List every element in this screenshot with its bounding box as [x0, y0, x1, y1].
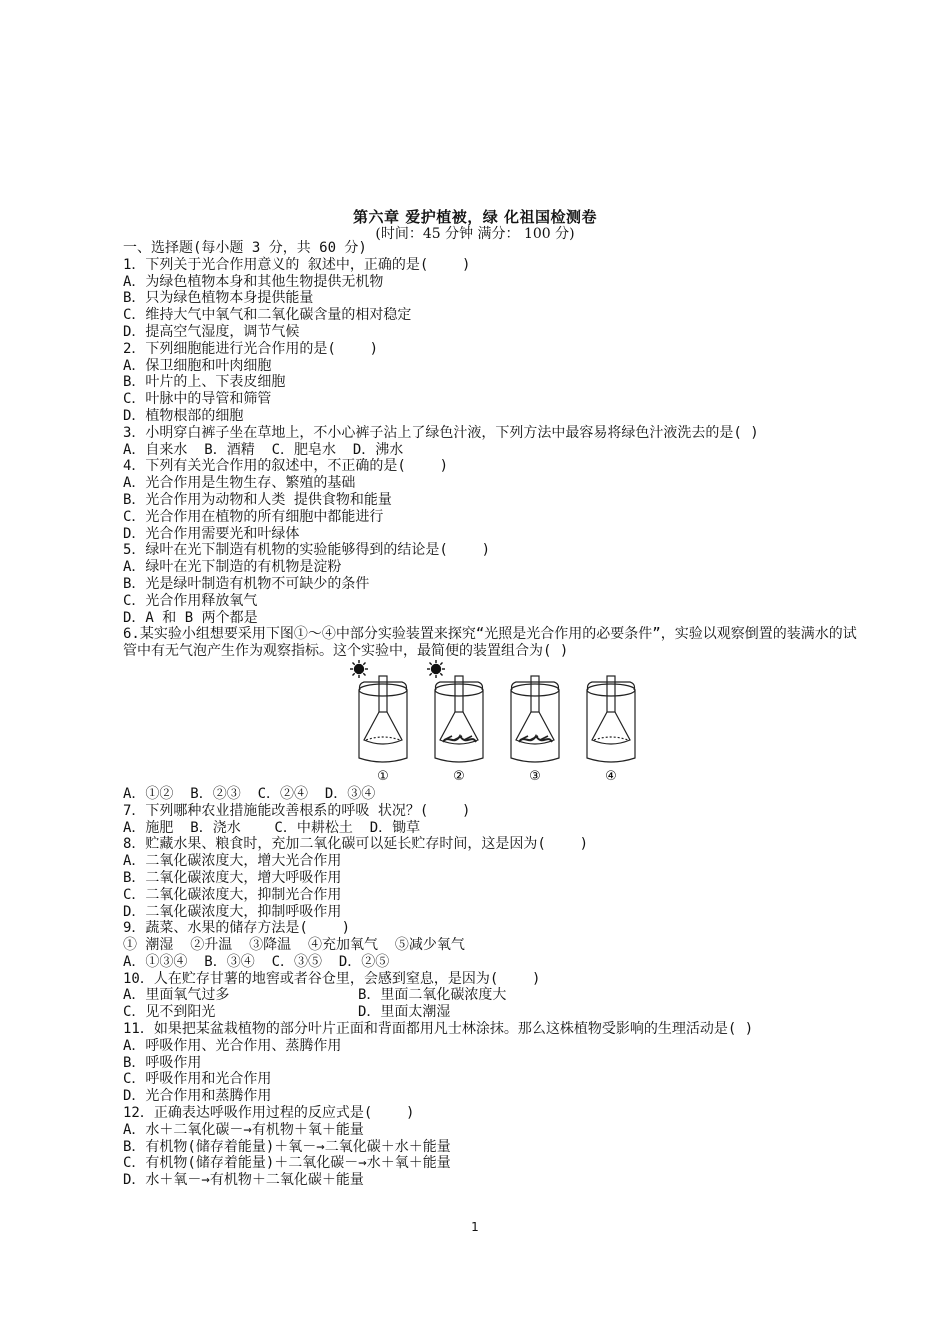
option: B．只为绿色植物本身提供能量: [123, 290, 314, 307]
option: C．见不到阳光: [123, 1004, 216, 1021]
option: C．光合作用在植物的所有细胞中都能进行: [123, 508, 384, 525]
option: D．光合作用需要光和叶绿体: [123, 525, 300, 542]
option: D．光合作用和蒸腾作用: [123, 1088, 272, 1105]
question-stem: 4．下列有关光合作用的叙述中，不正确的是( ): [123, 458, 448, 475]
option: B．有机物(储存着能量)＋氧－→二氧化碳＋水＋能量: [123, 1138, 451, 1155]
option: A．呼吸作用、光合作用、蒸腾作用: [123, 1037, 342, 1054]
beaker-setup-4: [587, 676, 635, 762]
option-row: [123, 1004, 863, 1021]
option-row: [123, 987, 863, 1004]
beaker-setup-3: [511, 676, 559, 762]
question-stem: 9．蔬菜、水果的储存方法是( ): [123, 920, 351, 937]
question-stem: 10．人在贮存甘薯的地窖或者谷仓里，会感到窒息，是因为( ): [123, 970, 541, 987]
option: B．二氧化碳浓度大，增大呼吸作用: [123, 869, 342, 886]
option: A．①② B．②③ C．②④ D．③④: [123, 785, 376, 802]
question-stem: 8．贮藏水果、粮食时，充加二氧化碳可以延长贮存时间，这是因为( ): [123, 836, 588, 853]
option: B．呼吸作用: [123, 1054, 202, 1071]
beaker-setup-1: [359, 676, 407, 762]
option: A．自来水 B．酒精 C．肥皂水 D．沸水: [123, 441, 404, 458]
option: D．提高空气湿度，调节气候: [123, 323, 300, 340]
item-list: ① 潮湿 ②升温 ③降温 ④充加氧气 ⑤减少氧气: [123, 937, 465, 954]
option: C．二氧化碳浓度大，抑制光合作用: [123, 886, 342, 903]
question-stem: 7．下列哪种农业措施能改善根系的呼吸 状况？( ): [123, 802, 471, 819]
question-stem: 6.某实验小组想要采用下图①～④中部分实验装置来探究“光照是光合作用的必要条件”，实验以观察倒置的装满水的试管中有无气泡产生作为观察指标。这个实验中，最简便的装置组合为( ): [123, 626, 857, 660]
option: B．叶片的上、下表皮细胞: [123, 374, 286, 391]
question-list: [123, 240, 863, 1189]
question-stem: 2．下列细胞能进行光合作用的是( ): [123, 340, 379, 357]
experiment-figure: [348, 660, 638, 786]
figure-label: ④: [605, 768, 617, 784]
option: A．施肥 B．浇水 C．中耕松土 D．锄草: [123, 819, 421, 836]
question-stem: 12．正确表达呼吸作用过程的反应式是( ): [123, 1105, 415, 1122]
option: A．光合作用是生物生存、繁殖的基础: [123, 475, 356, 492]
option: A．二氧化碳浓度大，增大光合作用: [123, 853, 342, 870]
figure-label: ②: [453, 768, 465, 784]
option: A．保卫细胞和叶肉细胞: [123, 357, 272, 374]
option: C．呼吸作用和光合作用: [123, 1071, 272, 1088]
option: C．叶脉中的导管和筛管: [123, 391, 272, 408]
option: B．光合作用为动物和人类 提供食物和能量: [123, 491, 392, 508]
option: A．里面氧气过多: [123, 987, 230, 1004]
section-heading: 一、选择题(每小题 3 分，共 60 分): [123, 240, 367, 256]
experiment-apparatus-illustration: [348, 660, 638, 786]
option: A．绿叶在光下制造的有机物是淀粉: [123, 559, 342, 576]
option: D．A 和 B 两个都是: [123, 609, 258, 626]
page-subtitle: (时间：45 分钟 满分： 100 分): [375, 226, 575, 242]
question-stem: 3．小明穿白裤子坐在草地上，不小心裤子沾上了绿色汁液，下列方法中最容易将绿色汁液洗去的是( ): [123, 424, 759, 441]
question-stem: 11．如果把某盆栽植物的部分叶片正面和背面都用凡士林涂抹。那么这株植物受影响的生理活动是( ): [123, 1021, 754, 1038]
option: D．水＋氧－→有机物＋二氧化碳＋能量: [123, 1172, 364, 1189]
option: C．维持大气中氧气和二氧化碳含量的相对稳定: [123, 307, 412, 324]
option: C．有机物(储存着能量)＋二氧化碳－→水＋氧＋能量: [123, 1155, 451, 1172]
sun-icon: [350, 660, 368, 678]
page-title: 第六章 爱护植被，绿 化祖国检测卷: [353, 208, 597, 226]
option: D．二氧化碳浓度大，抑制呼吸作用: [123, 903, 342, 920]
sun-icon: [427, 660, 445, 678]
option: A．为绿色植物本身和其他生物提供无机物: [123, 273, 384, 290]
option: A．水＋二氧化碳－→有机物＋氧＋能量: [123, 1121, 364, 1138]
page-number: 1: [471, 1220, 479, 1234]
option: B．光是绿叶制造有机物不可缺少的条件: [123, 575, 370, 592]
question-stem: 1．下列关于光合作用意义的 叙述中，正确的是( ): [123, 256, 471, 273]
option: B．里面二氧化碳浓度大: [358, 987, 507, 1004]
question-stem: 5．绿叶在光下制造有机物的实验能够得到的结论是( ): [123, 542, 490, 559]
option: D．植物根部的细胞: [123, 407, 244, 424]
figure-label: ③: [529, 768, 541, 784]
figure-label: ①: [377, 768, 389, 784]
option: A．①③④ B．③④ C．③⑤ D．②⑤: [123, 953, 390, 970]
option: D．里面太潮湿: [358, 1004, 451, 1021]
option: C．光合作用释放氧气: [123, 592, 258, 609]
beaker-setup-2: [435, 676, 483, 762]
